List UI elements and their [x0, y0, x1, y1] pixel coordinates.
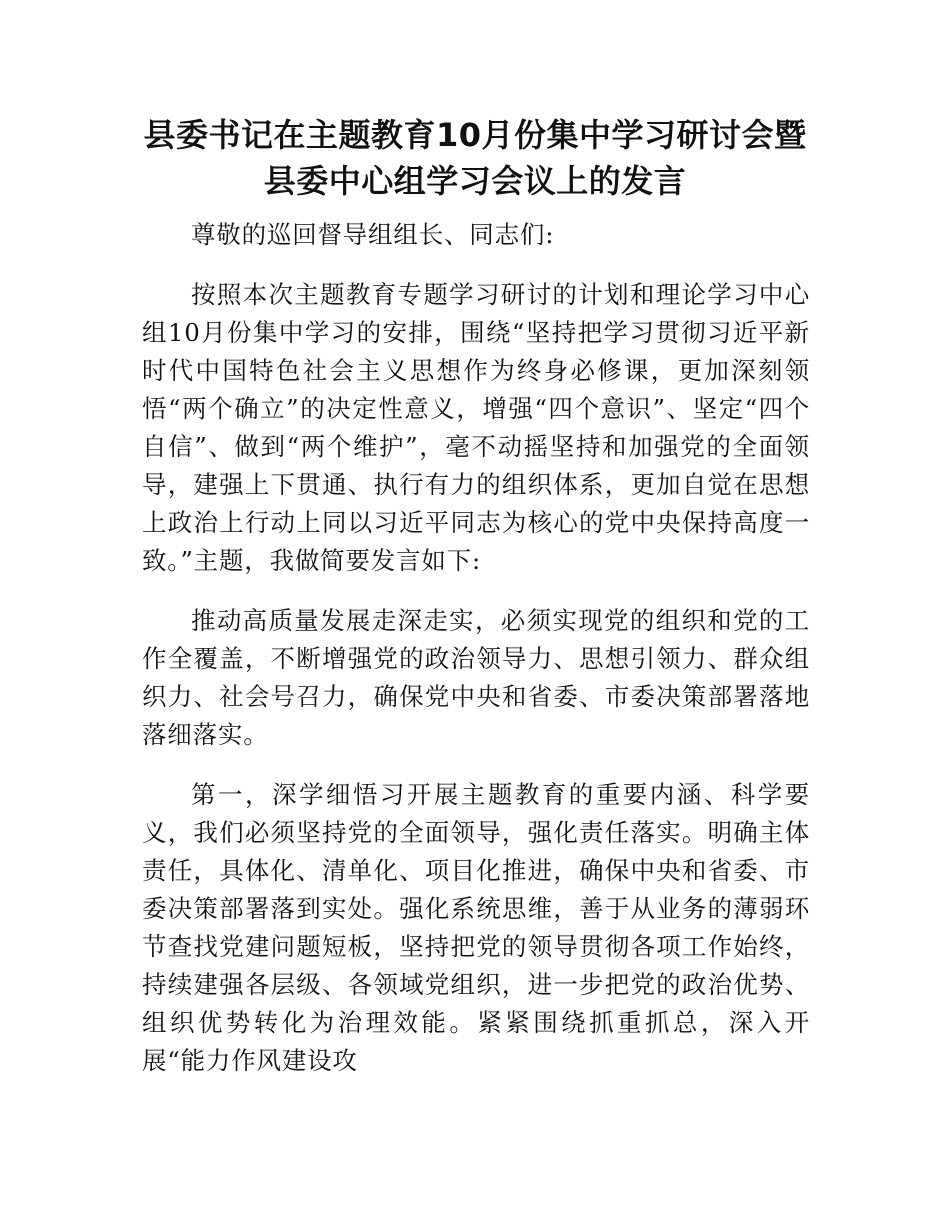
body-paragraph: 推动高质量发展走深走实，必须实现党的组织和党的工作全覆盖，不断增强党的政治领导力、思想引领力、群众组织力、社会号召力，确保党中央和省委、市委决策部署落地落细落实。: [142, 606, 810, 749]
title-line-2: 县委中心组学习会议上的发言: [263, 162, 687, 200]
document-body: [142, 216, 810, 1080]
body-paragraph: 按照本次主题教育专题学习研讨的计划和理论学习中心组10月份集中学习的安排，围绕“坚持把学习贯彻习近平新时代中国特色社会主义思想作为终身必修课，更加深刻领悟“两个确立”的决定性意义，增强“四个意识”、坚定“四个自信”、做到“两个维护”，毫不动摇坚持和加强党的全面领导，建强上下贯通、执行有力的组织体系，更加自觉在思想上政治上行动上同以习近平同志为核心的党中央保持高度一致。”主题，我做简要发言如下:: [142, 280, 810, 575]
body-paragraph: 第一，深学细悟习开展主题教育的重要内涵、科学要义，我们必须坚持党的全面领导，强化责任落实。明确主体责任，具体化、清单化、项目化推进，确保中央和省委、市委决策部署落到实处。强化系统思维，善于从业务的薄弱环节查找党建问题短板，坚持把党的领导贯彻各项工作始终，持续建强各层级、各领域党组织，进一步把党的政治优势、组织优势转化为治理效能。紧紧围绕抓重抓总，深入开展“能力作风建设攻: [142, 780, 810, 1075]
salutation-paragraph: 尊敬的巡回督导组组长、同志们:: [191, 220, 555, 249]
title-line-1: 县委书记在主题教育10月份集中学习研讨会暨: [143, 116, 807, 154]
document-title: [120, 112, 830, 204]
